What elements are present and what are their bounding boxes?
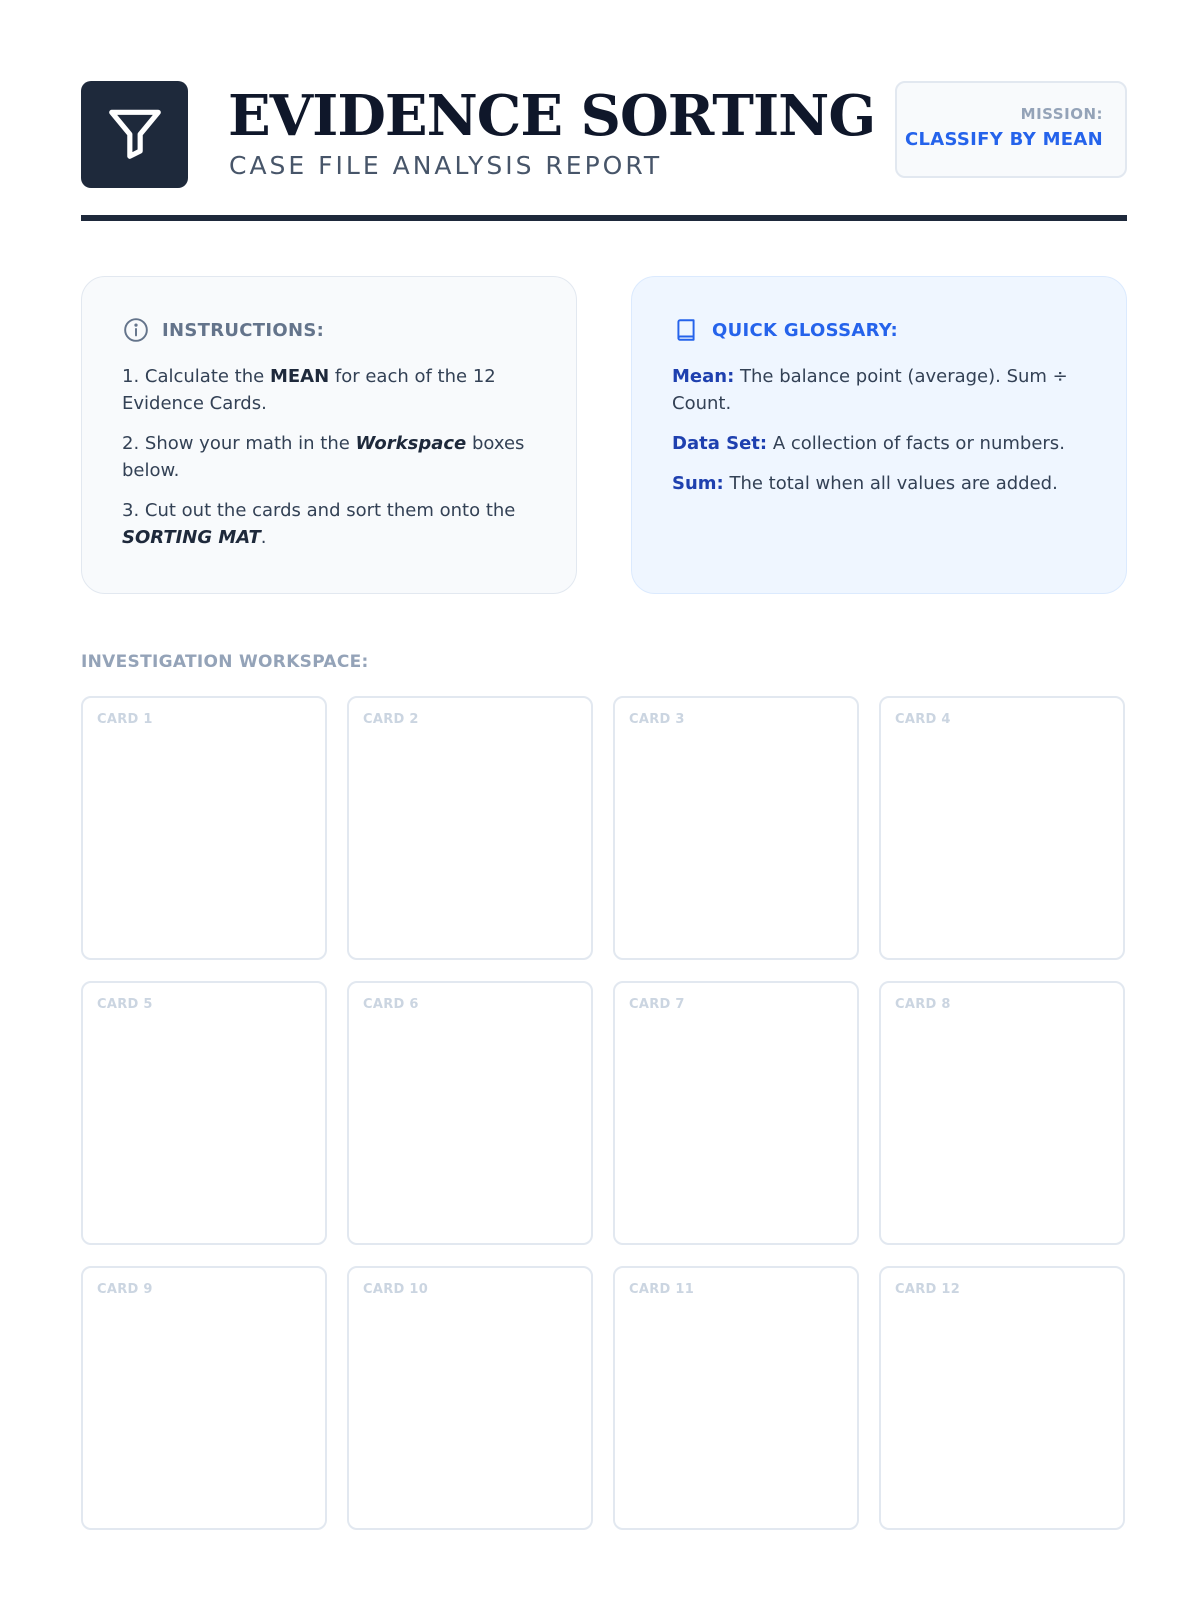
card-label: CARD 6 xyxy=(363,997,419,1012)
workspace-card[interactable] xyxy=(347,696,593,960)
workspace-card[interactable] xyxy=(613,1266,859,1530)
glossary-heading xyxy=(672,315,1086,345)
mission-label: MISSION: xyxy=(1020,105,1103,123)
workspace-card[interactable] xyxy=(879,1266,1125,1530)
logo xyxy=(81,81,188,188)
workspace-card[interactable] xyxy=(613,981,859,1245)
instruction-step: 2. Show your math in the Workspace boxes below. xyxy=(122,433,525,481)
page-subtitle: CASE FILE ANALYSIS REPORT xyxy=(229,151,663,180)
instructions-title: INSTRUCTIONS: xyxy=(162,319,325,341)
card-label: CARD 3 xyxy=(629,712,685,727)
mission-box xyxy=(895,81,1127,178)
workspace-card[interactable] xyxy=(347,1266,593,1530)
instructions-panel xyxy=(81,276,577,594)
card-label: CARD 8 xyxy=(895,997,951,1012)
workspace-card[interactable] xyxy=(347,981,593,1245)
mission-value: CLASSIFY BY MEAN xyxy=(904,129,1103,150)
card-label: CARD 12 xyxy=(895,1282,961,1297)
workspace-card[interactable] xyxy=(879,981,1125,1245)
filter-icon xyxy=(104,102,166,168)
card-label: CARD 4 xyxy=(895,712,951,727)
workspace-card[interactable] xyxy=(879,696,1125,960)
info-icon xyxy=(122,316,150,344)
glossary-entry: Mean: The balance point (average). Sum ÷ Count. xyxy=(672,366,1068,414)
card-label: CARD 5 xyxy=(97,997,153,1012)
card-label: CARD 10 xyxy=(363,1282,429,1297)
workspace-label: INVESTIGATION WORKSPACE: xyxy=(81,652,369,672)
card-label: CARD 7 xyxy=(629,997,685,1012)
worksheet-page xyxy=(81,81,1127,1297)
card-label: CARD 9 xyxy=(97,1282,153,1297)
card-label: CARD 2 xyxy=(363,712,419,727)
glossary-entry: Sum: The total when all values are added. xyxy=(672,473,1058,494)
glossary-panel xyxy=(631,276,1127,594)
workspace-card[interactable] xyxy=(81,696,327,960)
card-label: CARD 11 xyxy=(629,1282,695,1297)
instruction-step: 3. Cut out the cards and sort them onto the SORTING MAT. xyxy=(122,500,516,548)
page-title: EVIDENCE SORTING xyxy=(228,83,876,149)
instructions-heading xyxy=(122,315,536,345)
workspace-grid xyxy=(81,696,1127,1530)
book-icon xyxy=(672,316,700,344)
workspace-card[interactable] xyxy=(81,981,327,1245)
card-label: CARD 1 xyxy=(97,712,153,727)
header xyxy=(81,81,1127,187)
header-divider xyxy=(81,215,1127,221)
glossary-entry: Data Set: A collection of facts or numbers. xyxy=(672,433,1065,454)
glossary-title: QUICK GLOSSARY: xyxy=(712,319,899,341)
instruction-step: 1. Calculate the MEAN for each of the 12 Evidence Cards. xyxy=(122,366,496,414)
workspace-card[interactable] xyxy=(613,696,859,960)
workspace-card[interactable] xyxy=(81,1266,327,1530)
